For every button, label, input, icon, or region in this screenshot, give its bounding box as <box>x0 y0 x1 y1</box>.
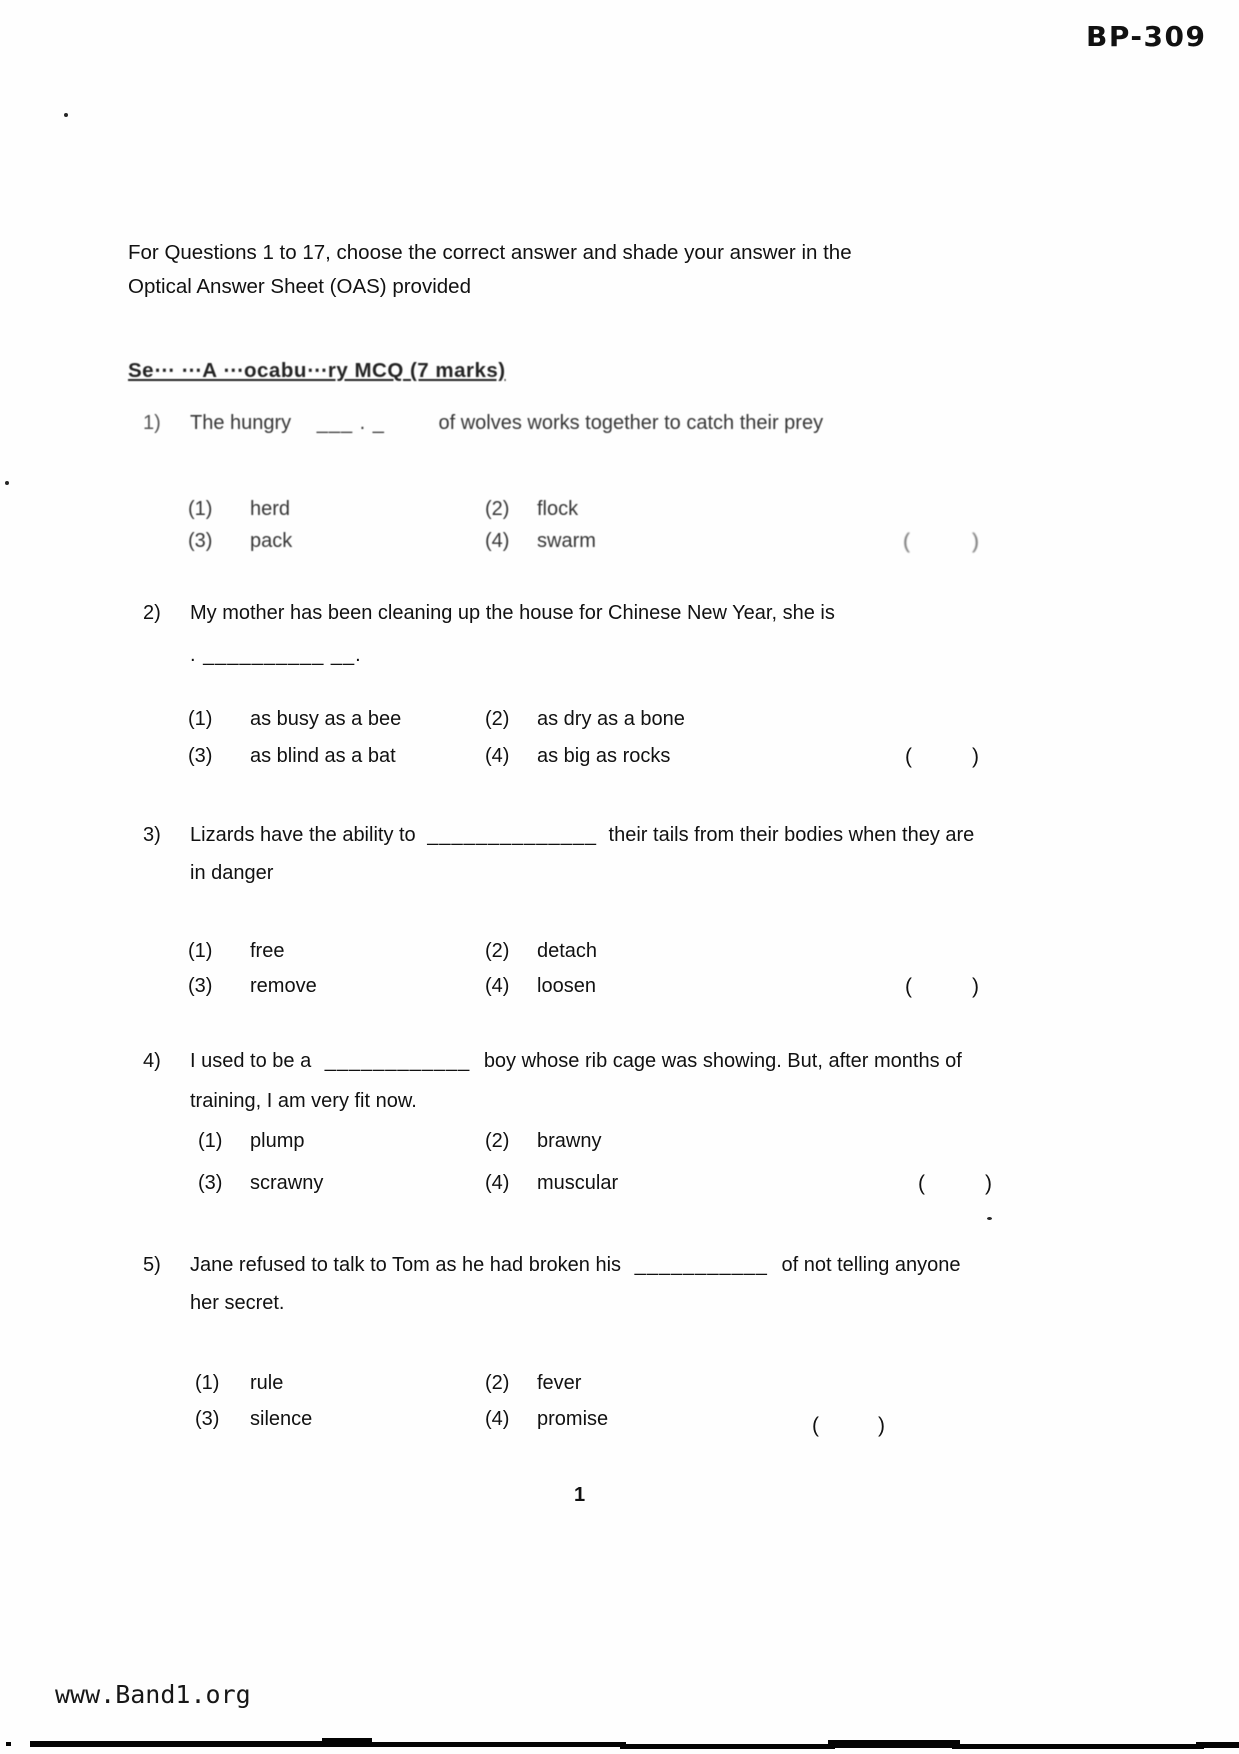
option-number: (2) <box>485 1130 510 1152</box>
option-label: free <box>250 940 285 962</box>
section-heading: Se⋯ ⋯A ⋯ocabu⋯ry MCQ (7 marks) <box>128 359 506 382</box>
scan-bar-segment <box>620 1744 835 1749</box>
question-stem <box>190 602 835 625</box>
scan-bar-segment <box>30 1741 370 1747</box>
option-label: swarm <box>537 530 596 552</box>
watermark-url: www.Band1.org <box>55 1680 251 1709</box>
scan-bar-segment <box>828 1740 960 1748</box>
stem-text: her secret. <box>190 1292 285 1314</box>
option-number: (1) <box>195 1372 220 1394</box>
question-number: 5) <box>143 1254 161 1276</box>
question-stem <box>190 412 823 435</box>
option-label: silence <box>250 1408 313 1430</box>
option-label: flock <box>537 498 579 520</box>
option-label: scrawny <box>250 1172 324 1194</box>
option-number: (2) <box>485 708 510 730</box>
question-4 <box>0 1050 1239 1220</box>
question-stem <box>190 1254 961 1277</box>
option-number: (3) <box>188 975 213 997</box>
stem-text: Jane refused to talk to Tom as he had broken his <box>190 1254 622 1276</box>
option-label: muscular <box>537 1172 619 1194</box>
scan-bar-segment <box>322 1738 372 1747</box>
option-label: herd <box>250 498 291 520</box>
option-number: (2) <box>485 498 510 520</box>
stem-text: their tails from their bodies when they are <box>608 824 975 846</box>
stem-text: Lizards have the ability to <box>190 824 416 846</box>
question-stem <box>190 824 974 847</box>
stem-text: boy whose rib cage was showing. But, after months of <box>483 1050 962 1072</box>
option-label: as busy as a bee <box>250 708 402 730</box>
question-number: 1) <box>143 412 161 434</box>
stem-text: training, I am very fit now. <box>190 1090 417 1112</box>
option-number: (4) <box>485 1408 510 1430</box>
page-number: 1 <box>574 1484 586 1506</box>
scan-bar-segment <box>368 1742 626 1747</box>
option-number: (4) <box>485 975 510 997</box>
option-label: as big as rocks <box>537 745 671 767</box>
option-number: (3) <box>188 745 213 767</box>
option-number: (4) <box>485 1172 510 1194</box>
option-number: (1) <box>188 498 213 520</box>
answer-bracket-open: ( <box>918 1172 925 1195</box>
option-number: (2) <box>485 940 510 962</box>
option-number: (3) <box>188 530 213 552</box>
question-1 <box>0 412 1239 572</box>
option-label: brawny <box>537 1130 602 1152</box>
question-5 <box>0 1254 1239 1444</box>
option-number: (1) <box>188 940 213 962</box>
option-label: remove <box>250 975 317 997</box>
scan-bar-segment <box>1196 1742 1239 1748</box>
instructions-line2: Optical Answer Sheet (OAS) provided <box>128 275 471 298</box>
option-number: (1) <box>188 708 213 730</box>
scan-bar-segment <box>6 1742 11 1746</box>
answer-bracket-open: ( <box>905 745 912 768</box>
answer-bracket-open: ( <box>812 1414 819 1437</box>
stem-text: I used to be a <box>190 1050 312 1072</box>
answer-blank: ___ . _ <box>316 412 385 434</box>
option-label: pack <box>250 530 293 552</box>
stem-text: My mother has been cleaning up the house for Chinese New Year, she is <box>190 602 835 624</box>
answer-bracket-open: ( <box>905 975 912 998</box>
question-number: 3) <box>143 824 161 846</box>
instructions <box>128 236 918 304</box>
question-number: 4) <box>143 1050 161 1072</box>
question-number: 2) <box>143 602 161 624</box>
stem-text: The hungry <box>190 412 292 434</box>
option-number: (4) <box>485 530 510 552</box>
answer-blank: ____________ <box>324 1050 471 1072</box>
instructions-line1: For Questions 1 to 17, choose the correct answer and shade your answer in the <box>128 241 852 264</box>
stem-text: of wolves works together to catch their prey <box>438 412 824 434</box>
answer-blank: ___________ <box>634 1254 768 1276</box>
option-number: (4) <box>485 745 510 767</box>
option-label: rule <box>250 1372 284 1394</box>
answer-bracket-open: ( <box>903 530 910 553</box>
question-3 <box>0 824 1239 1014</box>
option-label: as dry as a bone <box>537 708 685 730</box>
doc-code: BP-309 <box>1086 20 1207 53</box>
answer-blank: . __________ __. <box>190 644 362 666</box>
question-2 <box>0 602 1239 792</box>
option-label: promise <box>537 1408 609 1430</box>
answer-bracket-close: ) <box>972 745 979 768</box>
option-label: fever <box>537 1372 582 1394</box>
option-number: (3) <box>198 1172 223 1194</box>
option-label: as blind as a bat <box>250 745 396 767</box>
scan-bar-segment <box>952 1744 1204 1749</box>
answer-blank: ______________ <box>427 824 597 846</box>
option-number: (3) <box>195 1408 220 1430</box>
question-stem <box>190 1050 962 1073</box>
option-label: loosen <box>537 975 596 997</box>
option-number: (1) <box>198 1130 223 1152</box>
stem-text: in danger <box>190 862 274 884</box>
stem-text: of not telling anyone <box>781 1254 961 1276</box>
ink-speck <box>64 113 68 117</box>
option-label: detach <box>537 940 598 962</box>
answer-bracket-close: ) <box>972 975 979 998</box>
option-label: plump <box>250 1130 305 1152</box>
answer-bracket-close: ) <box>985 1172 992 1195</box>
answer-bracket-close: ) <box>878 1414 885 1437</box>
answer-bracket-close: ) <box>972 530 979 553</box>
option-number: (2) <box>485 1372 510 1394</box>
